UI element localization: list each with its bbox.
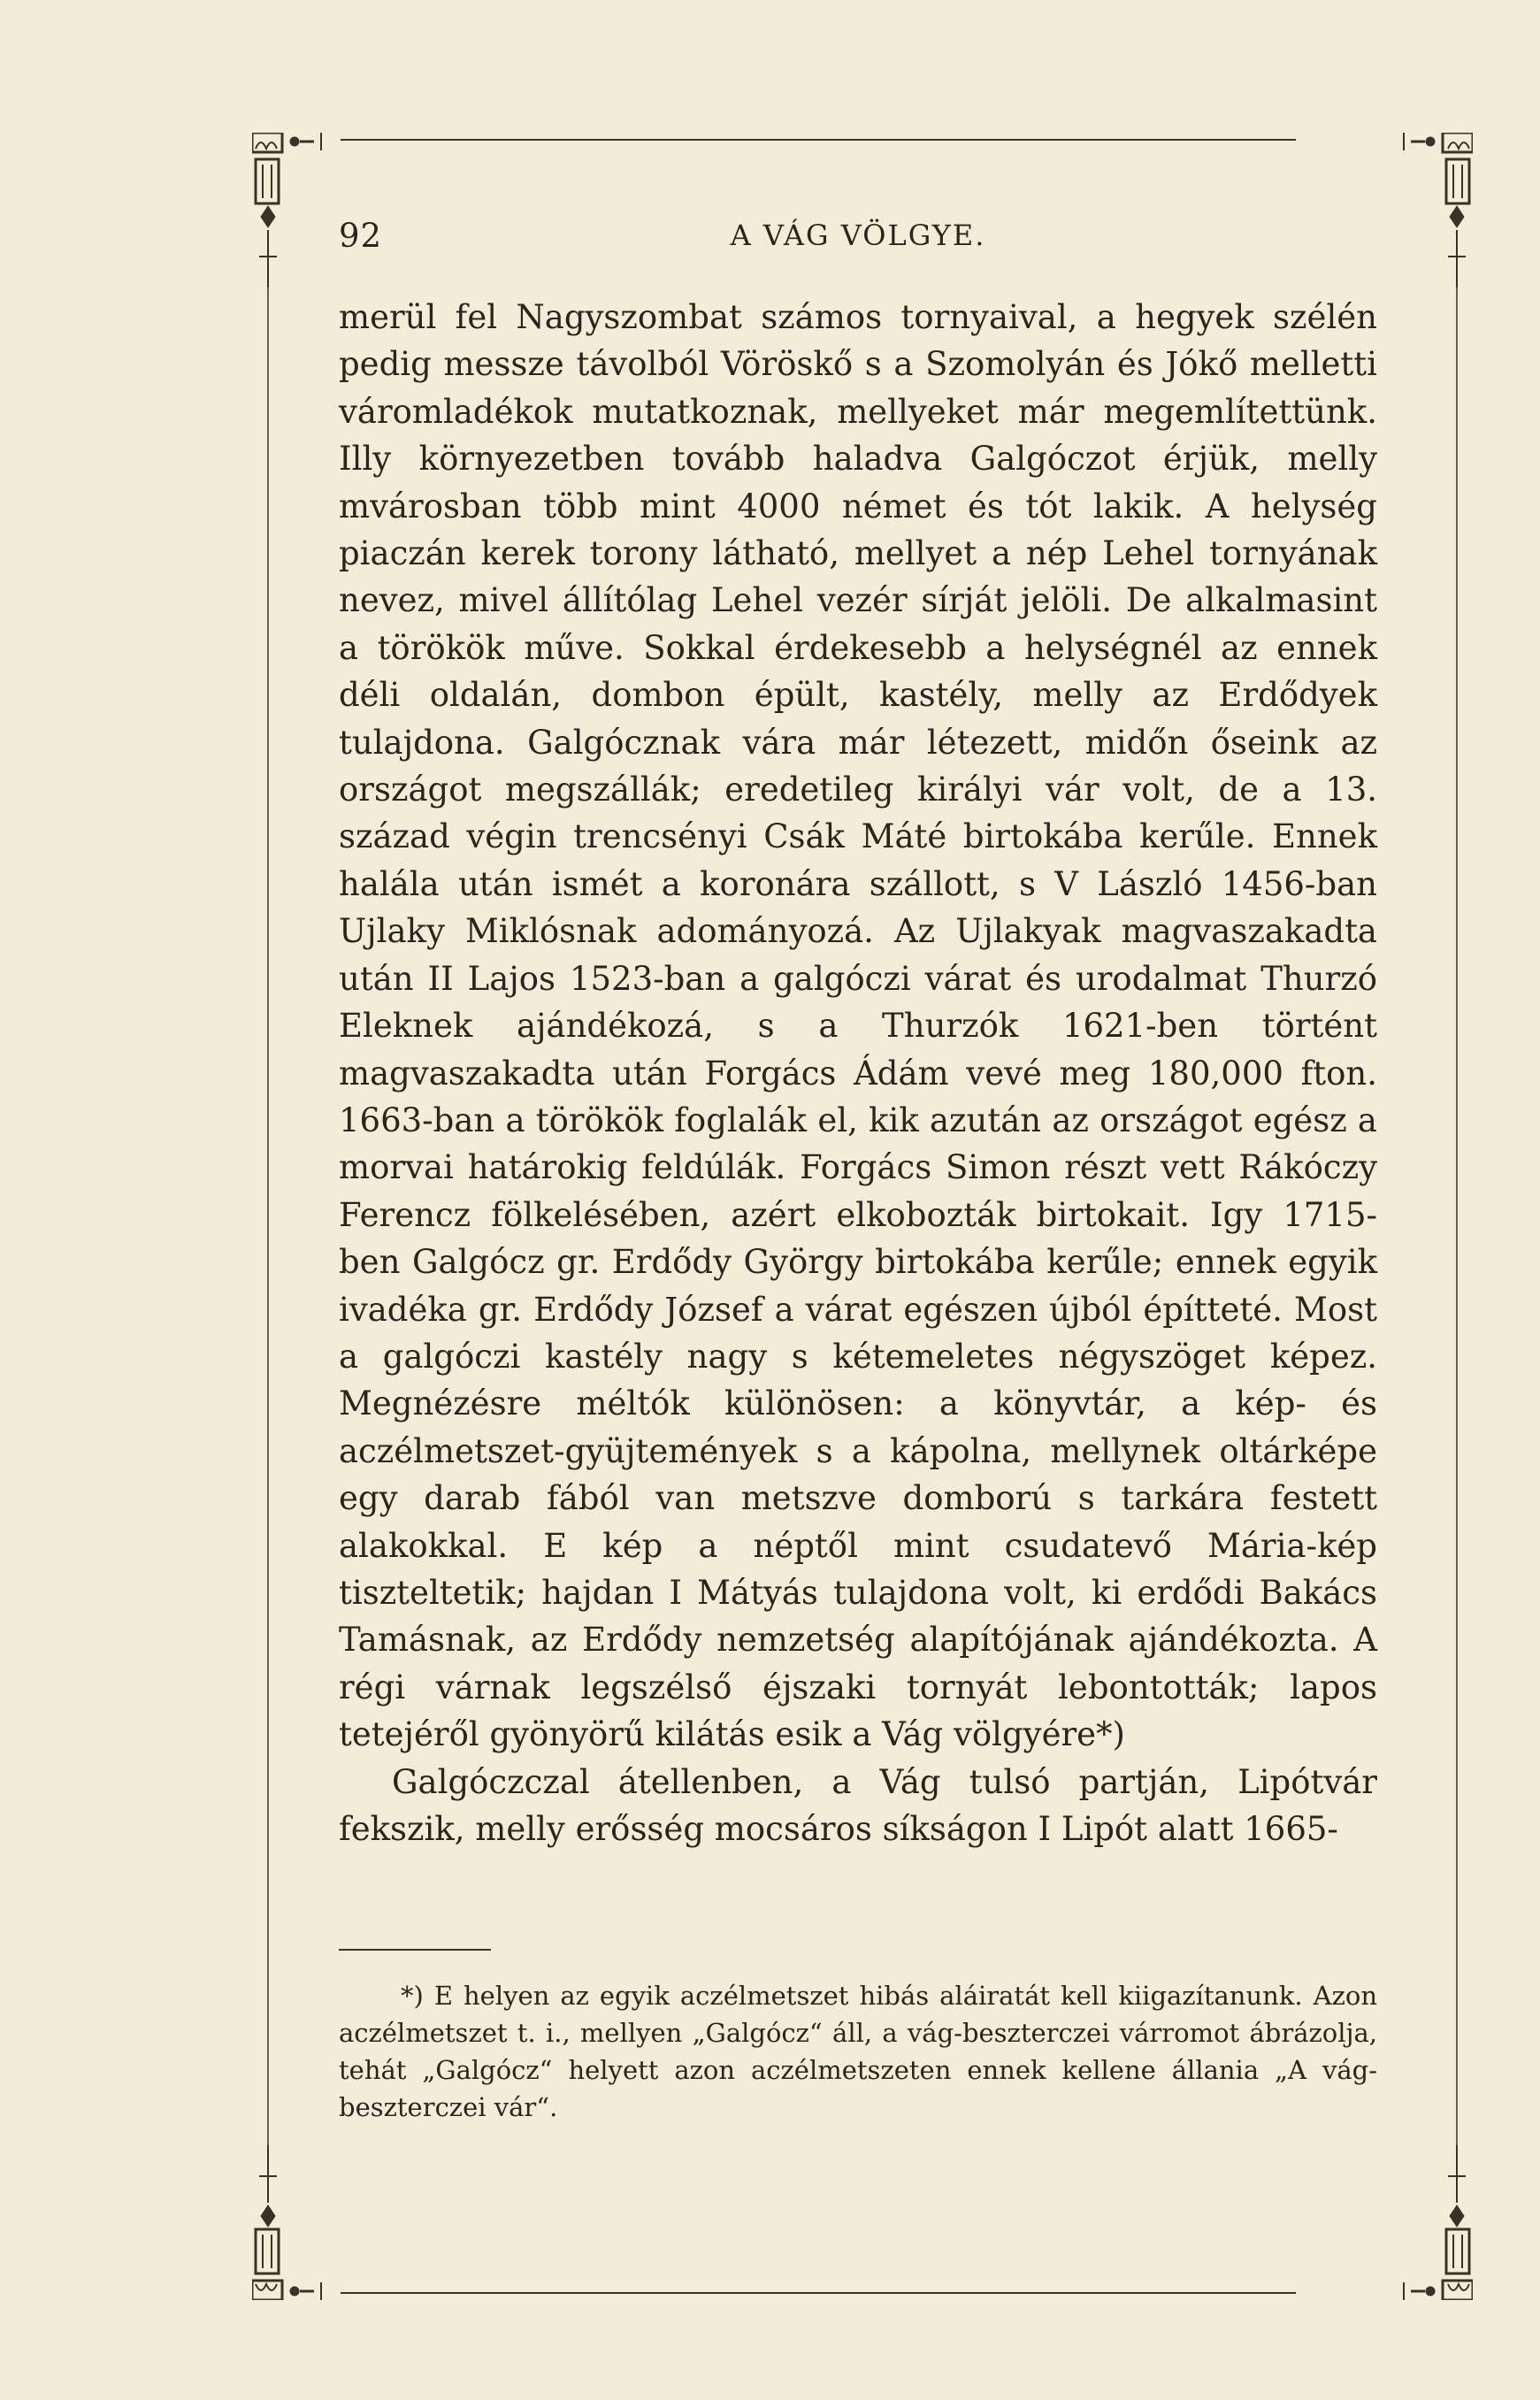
corner-ornament-icon (252, 133, 321, 288)
footnote-section (339, 1977, 1377, 2126)
page-number: 92 (339, 217, 383, 255)
paragraph: Galgóczczal átellenben, a Vág tulsó partján, Lipótvár fekszik, melly erősség mocsáros síkságon I Lipót alatt 1665- (339, 1762, 1377, 1848)
paragraph: merül fel Nagyszombat számos tornyaival, a hegyek szélén pedig messze távolból Vöröskő s a Szomolyán és Jókő melletti váromladékok mutatkoznak, mellyeket már megemlítettünk. Illy környezetben tovább haladva Galgóczot érjük, melly mvárosban több mint 4000 német és tót lakik. A helység piaczán kerek torony látható, mellyet a nép Lehel tornyának nevez, mivel állítólag Lehel vezér sírját jelöli. De alkalmasint a törökök műve. Sokkal érdekesebb a helységnél az ennek déli oldalán, dombon épült, kastély, melly az Erdődyek tulajdona. Galgócznak vára már létezett, midőn őseink az országot megszállák; eredetileg királyi vár volt, de a 13. század végin trencsényi Csák Máté birtokába kerűle. Ennek halála után ismét a koronára szállott, s V László 1456-ban Ujlaky Miklósnak adományozá. Az Ujlakyak magvaszakadta után II Lajos 1523-ban a galgóczi várat és urodalmat Thurzó Eleknek ajándékozá, s a Thurzók 1621-ben történt magvaszakadta után Forgács Ádám vevé meg 180,000 fton. 1663-ban a törökök foglalák el, kik azután az országot egész a morvai határokig feldúlák. Forgács Simon részt vett Rákóczy Ferencz fölkelésében, azért elkobozták birtokait. Igy 1715-ben Galgócz gr. Erdődy György birtokába kerűle; ennek egyik ivadéka gr. Erdődy József a várat egészen újból építteté. Most a galgóczi kastély nagy s kétemeletes négyszöget képez. Megnézésre méltók különösen: a könyvtár, a kép- és aczélmetszet-gyüjtemények s a kápolna, mellynek oltárképe egy darab fából van metszve domború s tarkára festett alakokkal. E kép a néptől mint csudatevő Mária-kép tiszteltetik; hajdan I Mátyás tulajdona volt, ki erdődi Bakács Tamásnak, az Erdődy nemzetség alapítójának ajándékozta. A régi várnak legszélső éjszaki tornyát lebontották; lapos tetejéről gyönyörű kilátás esik a Vág völgyére*) (339, 298, 1377, 1754)
corner-ornament-icon (252, 2145, 321, 2300)
corner-ornament-icon (1404, 2145, 1473, 2300)
running-title: A VÁG VÖLGYE. (730, 219, 986, 252)
footnote-divider (339, 1949, 491, 1951)
corner-ornament-icon (1404, 133, 1473, 288)
main-text (339, 294, 1377, 1852)
footnote: *) E helyen az egyik aczélmetszet hibás aláiratát kell kiigazítanunk. Azon aczélmetszet t. i., mellyen „Galgócz“ áll, a vág-beszterczei várromot ábrázolja, tehát „Galgócz“ helyett azon aczélmetszeten ennek kellene állania „A vág-beszterczei vár“. (339, 1981, 1377, 2122)
running-header (339, 217, 1377, 270)
